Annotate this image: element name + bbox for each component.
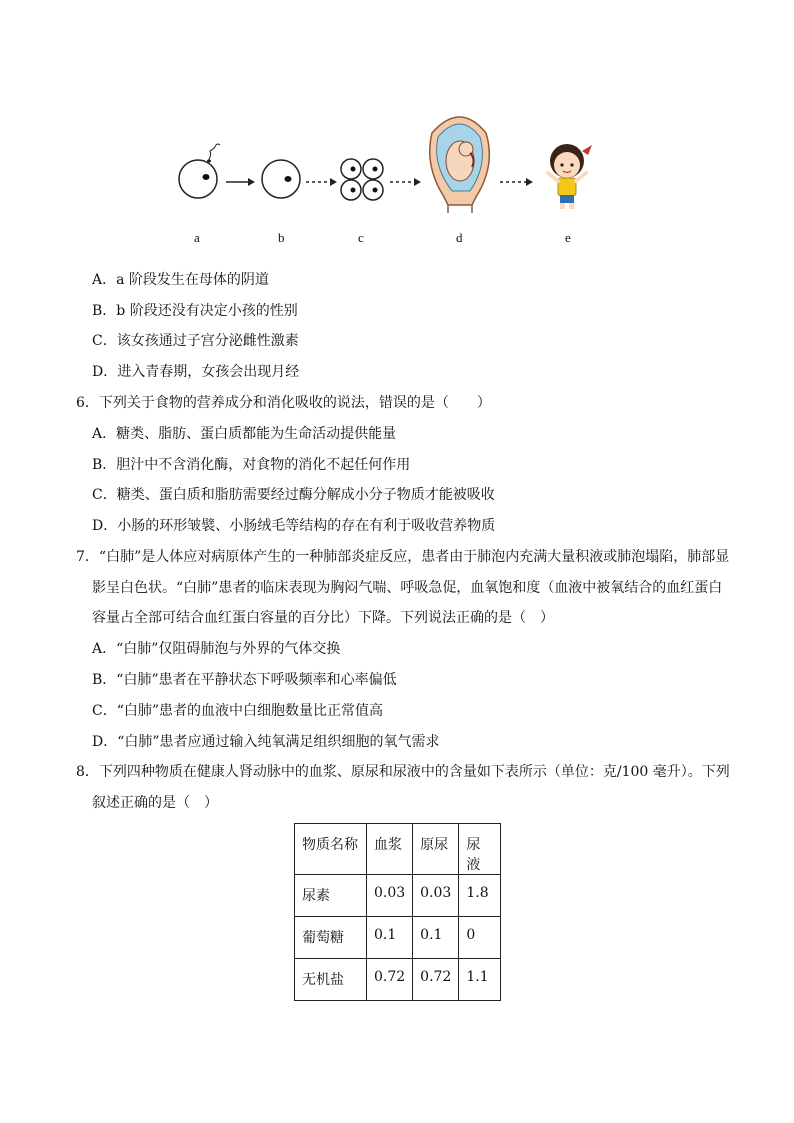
table-cell: 0.1 [413, 917, 459, 959]
table-header-cell: 血浆 [367, 824, 413, 875]
table-cell: 1.8 [459, 875, 501, 917]
q7-option-a[interactable]: A．“白肺”仅阻碍肺泡与外界的气体交换 [92, 641, 341, 657]
q6-option-a[interactable]: A．糖类、脂肪、蛋白质都能为生命活动提供能量 [92, 426, 397, 442]
q7-stem-line: 容量占全部可结合血红蛋白容量的百分比）下降。下列说法正确的是（ ） [92, 610, 554, 626]
stage-c-cell-division-illustration [341, 159, 383, 200]
q7-option-b[interactable]: B．“白肺”患者在平静状态下呼吸频率和心率偏低 [92, 672, 397, 688]
stage-e-girl-illustration [548, 144, 592, 209]
q8-stem-line: 8．下列四种物质在健康人肾动脉中的血浆、原尿和尿液中的含量如下表所示（单位：克/100 毫升）。下列 [76, 764, 730, 780]
table-cell: 0.03 [413, 875, 459, 917]
stage-label-e: e [565, 230, 571, 245]
table-header-cell: 物质名称 [295, 824, 367, 875]
table-header-cell: 原尿 [413, 824, 459, 875]
dashed-arrow-icon [500, 178, 533, 186]
q6-stem: 6．下列关于食物的营养成分和消化吸收的说法，错误的是（ ） [76, 395, 491, 411]
development-stages-figure [170, 105, 620, 250]
table-cell: 0.72 [367, 959, 413, 1001]
q5-option-a[interactable]: A．a 阶段发生在母体的阴道 [92, 272, 269, 288]
solid-arrow-icon [226, 178, 255, 186]
q7-option-d[interactable]: D．“白肺”患者应通过输入纯氧满足组织细胞的氧气需求 [92, 734, 440, 750]
q7-stem-line: 7．“白肺”是人体应对病原体产生的一种肺部炎症反应，患者由于肺泡内充满大量积液或肺泡塌陷，肺部显 [76, 549, 730, 565]
q6-option-c[interactable]: C．糖类、蛋白质和脂肪需要经过酶分解成小分子物质才能被吸收 [92, 487, 495, 503]
table-cell: 0.72 [413, 959, 459, 1001]
stage-label-d: d [456, 230, 463, 245]
q7-stem-line: 影呈白色状。“白肺”患者的临床表现为胸闷气喘、呼吸急促，血氧饱和度（血液中被氧结合的血红蛋白 [92, 580, 723, 596]
dashed-arrow-icon [306, 178, 337, 186]
q5-option-c[interactable]: C．该女孩通过子宫分泌雌性激素 [92, 333, 299, 349]
table-cell: 无机盐 [295, 959, 367, 1001]
stage-a-fertilization-illustration [179, 144, 220, 198]
table-cell: 0 [459, 917, 501, 959]
stage-label-b: b [278, 230, 285, 245]
q5-option-b[interactable]: B．b 阶段还没有决定小孩的性别 [92, 303, 298, 319]
table-header-row [295, 824, 501, 875]
stage-label-a: a [194, 230, 200, 245]
table-cell: 1.1 [459, 959, 501, 1001]
q5-option-d[interactable]: D．进入青春期，女孩会出现月经 [92, 364, 300, 380]
q8-stem-line: 叙述正确的是（ ） [92, 795, 218, 811]
stage-d-fetus-in-uterus-illustration [430, 117, 490, 213]
q6-option-b[interactable]: B．胆汁中不含消化酶，对食物的消化不起任何作用 [92, 457, 411, 473]
stage-label-c: c [358, 230, 364, 245]
development-diagram [170, 105, 620, 225]
substance-content-table [294, 823, 501, 1001]
table-cell: 0.1 [367, 917, 413, 959]
table-cell: 尿素 [295, 875, 367, 917]
q7-option-c[interactable]: C．“白肺”患者的血液中白细胞数量比正常值高 [92, 703, 384, 719]
q6-option-d[interactable]: D．小肠的环形皱襞、小肠绒毛等结构的存在有利于吸收营养物质 [92, 518, 496, 534]
dashed-arrow-icon [390, 178, 421, 186]
table-cell: 0.03 [367, 875, 413, 917]
table-row [295, 917, 501, 959]
table-row [295, 875, 501, 917]
table-cell: 葡萄糖 [295, 917, 367, 959]
table-header-cell: 尿液 [459, 824, 501, 875]
table-row [295, 959, 501, 1001]
stage-b-zygote-illustration [262, 160, 300, 198]
